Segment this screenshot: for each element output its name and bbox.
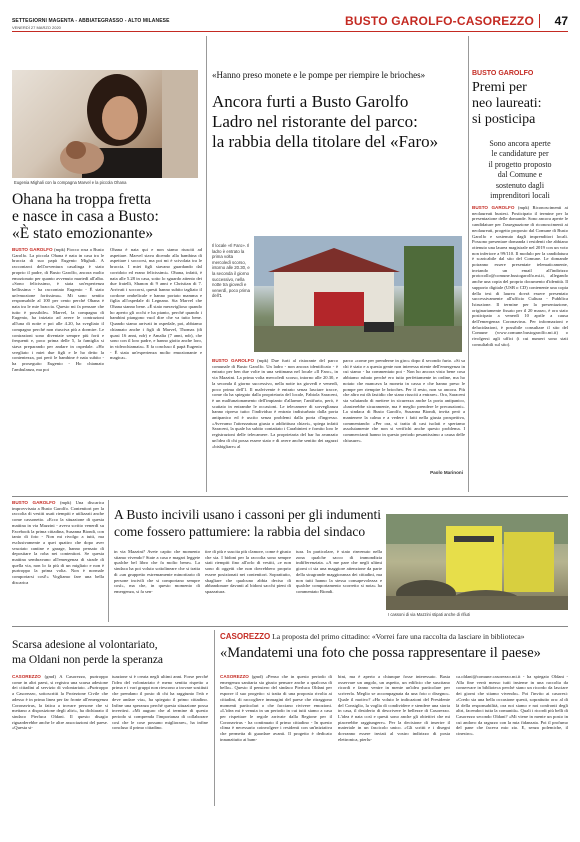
header-separator bbox=[539, 14, 540, 28]
premi-headline-line-3: si posticipa bbox=[472, 112, 536, 127]
cassoni-headline-line-1: A Busto incivili usano i cassoni per gli indumenti bbox=[114, 507, 381, 522]
premi-sub-line-1: Sono ancora aperte bbox=[489, 139, 551, 148]
ohana-text-column-1: BUSTO GAROLFO (mpk) Fiocco rosa a Busto Garolfo. La piccola Ohana è nata in casa tra le braccia di suo papà Eugenio Mighali. A raccontarci dell'avventura casalinga è stato proprio il padre, di Busto Garolfo, ancora molto emozionato per quanto avvenuto martedì all'alba. «Sono felicissimo, è stata un'esperienza bellissima - ha raccontato Eugenio - È stato un'emozione fortissima». Mi sono sentito responsabile al 100 per cento perché Ohana è nata tra le mie braccia. Questo mi fa pensare che tutto è possibile». Marvel, la compagna di Eugenio, ha iniziato ad avere le contrazioni all'una di notte e poi alle 4.20, ha svegliato il compagno perché non riusciva più a dormire. Le contrazioni sono diventate sempre più forti e frequenti e, poco prima delle 5, la famiglia si stava preparando per andare in ospedale. «Ho svegliato i miei due figli e le ho detto la contentezza, poi però le bambine è nata subito - ha proseguito Eugenio - Ho chiamato l'ambulanza, ma poi bbox=[12, 247, 104, 372]
premi-kicker: BUSTO GAROLFO bbox=[472, 70, 534, 77]
faro-text-column-2: parco «come per prenderne in giro» dopo il secondo furto. «Si sa chi è stato e a questa gente non interessa niente dell'emergenza in cui siamo - ha commentato poi - Non ho ancora visto bene cosa abbiamo rubato perché ero tutto perfettamente in ordine, ma ho notato che mancava la moneta in cassa e che hanno preso le pompe per riempire le brioches. Per il resto, non so ancora. Più che altro mi dà fastidio che siano riusciti a entrare». Ora, Saraceni sta valutando di mettere in sicurezza anche la porta antipanico, «basterebbe sicuramente, ma è meglio prendere le precauzioni». La sindaca di Busto Garolfo, Susanna Biondi, invita però a mantenere la calma e a vedere i fatti nella giusta prospettiva, commentando: «Per ora, si tratta di casi isolati e speriamo assolutamente che non si verifichi anche questo problema. I commercianti hanno in questo periodo pesantissimo a causa delle chiusure». bbox=[343, 358, 465, 443]
ohana-headline-line-1: Ohana ha troppa fretta bbox=[12, 191, 152, 208]
faro-photo-illustration bbox=[254, 236, 462, 352]
casorezzo-quote-line bbox=[220, 632, 568, 642]
scarsa-headline-line-2: ma Oldani non perde la speranza bbox=[12, 654, 164, 666]
premi-sub-line-4: dal Comune e bbox=[497, 170, 543, 180]
page-number: 47 bbox=[554, 14, 568, 28]
cassoni-left-body: (mpk) Una discarica improvvisata a Busto Garolfo. Contenitori per la raccolta di vestiti usati riempiti e utilizzati anche come cassonetto. «Ecco la situazione di questa mattina in via Mazzini - aveva scritto venerdì su Facebook la prima cittadina, Susanna Biondi, con tanto di foto - Non mi rivolgo a tutti, ma esclusivamente a quei quattro che dopo aver svuotato cantine e garage, hanno pensato di depositare la roba nei contenitori. Se questa mattina sembravano all'emergenza di strade di quella via, non lo fa più di un migliaio e non è purtroppo la prima volta. Non è normale comportarsi così!» Vogliamo fare una bella discarica bbox=[12, 500, 104, 585]
casorezzo-text-column-3: ca.oldani@comune.casorezzo.mi.it - ha spiegato Oldani - Alla fine verrà messo tutti insieme in una raccolta da conservare in biblioteca perché siano un ricordo da lasciare dei giorni che stiamo vivendo». Poi l'invito ai casoresi: «Credo sia una bella occasione questi, soprattutto ora: al di là della responsabilità, ora noi siamo e noi confronti degli altri, facendoci tutta la comunità». Quali i ricordi più belli di Casorezzo secondo Oldani? «Mi viene in mente un posto in cui andavo da ragazzo con la mia fidanzata. Poi il profumo del pane che faceva mio zio. E, senza polemiche, il cinestro». bbox=[456, 674, 568, 737]
section-divider-1 bbox=[12, 496, 568, 497]
faro-photo-caption: Il locale «Il Faro». Il ladro è entrato la prima volta mercoledì scorso, intorno alle 20.30, e la seconda il giorno successivo, nella notte tra giovedì e venerdì, poco prima dell'1 bbox=[212, 243, 250, 299]
cassoni-divider bbox=[108, 500, 109, 622]
ohana-text-column-2: Ohana è nata qui e non siamo riusciti ad aspettare. Marvel stava dicendo alla bambina di aspettare i soccorsi, ma poi mi è scivolata tra le braccia. I miei figli stavano guardando dal corridoio ed erano felicissimi». Ohana, infatti, è nata alle 5.28 in casa, sotto lo sguardo attento dei due fratelli, Shanon di 9 anni e Christian di 7. Arrivati i soccorsi, questi hanno subito tagliato il cordone ombelicale e hanno portato mamma e figlia all'ospedale di Legnano. Sia Marvel che Ohana stanno bene. «È stato meraviglioso quando ho aperto gli occhi e ha pianto, perché quando i bambini piangono vuol dire che va tutto bene. Quando siamo arrivati in ospedale, poi, abbiamo chiamato anche i figli di Marvel, Thomas (di quasi 16 anni, ndr) e Amalia (7 anni, ndr), che sono con il loro padre, e hanno gioito anche loro, in videochiamata». E fa concluso il papà Eugenio - È stata un'esperienza molto emozionante e magica». bbox=[110, 247, 202, 361]
header-rule bbox=[12, 31, 568, 32]
casorezzo-kicker: CASOREZZO bbox=[220, 632, 271, 641]
premi-headline bbox=[472, 80, 568, 128]
cassoni-photo bbox=[386, 514, 568, 610]
section-title: BUSTO GAROLFO-CASOREZZO bbox=[344, 14, 534, 28]
cassoni-headline-line-2: come fossero pattumiere: la rabbia del sindaco bbox=[114, 524, 366, 539]
ohana-photo bbox=[12, 70, 198, 178]
faro-headline-line-2: Ladro nel ristorante del parco: bbox=[212, 112, 418, 131]
faro-headline-line-3: la rabbia della titolare del «Faro» bbox=[212, 132, 439, 151]
ohana-photo-illustration bbox=[12, 70, 198, 178]
premi-sub-line-3: il progetto proposto bbox=[488, 159, 552, 169]
scarsa-text-column-1: CASOREZZO (gmd) A Casorezzo, purtroppo come in altri paesi, si registra una scarsa adesione dei cittadini al servizio di volontariato. «Purtroppo a Casorezzo, sottoscritti la Protezione Civile che adesso è in prima linea per far fronte all'emergenza Coronavirus, la fatica a trovare persone che si mettano a disposizione degli altri», ha dichiarato il sindaco Pierluca Oldani. Il questo disagio riguarderebbe anche le altre associazioni del paese. «Questa si- bbox=[12, 674, 108, 731]
faro-col1-body: (mpk) Due furti al ristorante del parco comunale di Busto Garolfo. Un ladro - non ancora identificato - è entrato per ben due volte in una settimana nel locale «Il Faro», in via Mazzini. La prima volta mercoledì scorso, intorno alle 20.30, e la seconda il giorno successivo, nella notte tra giovedì e venerdì, poco prima dell'1. Il malvivente è entrato senza lasciare tracce, come da ha spiegato dalla proprietaria del locale, Fabiola Saraceni, è un malfunzionamento dell'impianto d'allarme; l'antifurto, però, è scattato in entrambe le occasioni. Le telecamere di sorveglianza hanno ripreso tutto: l'individuo è entrato indisturbato dalla porta antipanico ed è uscito senza problemi dalla porta d'ingresso. «Avevamo l'attrezzatura giusta o addirittura chiavi», spiega infatti Saraceni, la quale ha subito contattato i Carabinieri e fornito loro le registrazioni delle telecamere. La proprietaria del bar ha avanzato un'idea di chi possa essere stato e di avere anche sentito dei ragazzi «bisbigliare» al bbox=[212, 358, 338, 449]
scarsa-col1-body: (gmd) A Casorezzo, purtroppo come in altri paesi, si registra una scarsa adesione dei cittadini al servizio di volontariato. «Purtroppo a Casorezzo, sottoscritti la Protezione Civile che adesso è in prima linea per far fronte all'emergenza Coronavirus, la fatica a trovare persone che si mettano a disposizione degli altri», ha dichiarato il sindaco Pierluca Oldani. Il questo disagio riguarderebbe anche le altre associazioni del paese. «Questa si- bbox=[12, 674, 108, 731]
premi-sub-line-6: imprenditori locali bbox=[490, 191, 550, 201]
ohana-headline-line-2: e nasce in casa a Busto: bbox=[12, 208, 159, 225]
premi-headline-line-1: Premi per bbox=[472, 80, 527, 95]
column-divider-bottom bbox=[214, 630, 215, 806]
premi-text-column: BUSTO GAROLFO (mpk) Riconoscimenti ai neolaureati bustesi. Posticipato il termine per la presentazione delle domande. Sono ancora aperte le candidature per l'assegnazione di riconoscimenti ai neolaureati, progetto proposto dal Comune di Busto Garolfo e sostenuto dagli imprenditori locali. Possono presentare domanda i residenti che abbiano ottenuto una laurea magistrale nel 2019 con un voto non inferiore a 99/110. Il modulo per la candidatura è scaricabile dal sito del Comune. Le domande potranno essere presentate telematicamente, inviando un email all'indirizzo protocollo@comune.bustogarolfo.mi.it, allegando anche una copia del proprio documento d'identità. Il supporto digitale (USB o CD) contenente una copia della tesi di laurea dovrà essere presentato successivamente all'ufficio Cultura - Pubblica Istruzione. Il termine per la presentazione, originariamente fissato per il 20 marzo, è ora stato posticipato a venerdì 10 aprile a causa dell'emergenza Coronavirus. Per informazioni e delucidazioni, è possibile consultare il sito del Comune (www.comune.bustogarolfo.mi.it) o rivolgersi agli uffici (i cui numeri sono stati consultabili sul sito). bbox=[472, 205, 568, 347]
scarsa-headline-line-1: Scarsa adesione al volontariato, bbox=[12, 639, 158, 651]
ohana-headline bbox=[12, 191, 202, 242]
casorezzo-col1-body: (gmd) «Penso che in questo periodo di emergenza sanitaria sia giusto pensare anche a qualcosa di bello». Questo il pensiero del sindaco Pierluca Oldani per esporre il suo progetto: si tratta di una proposta rivolta ai cittadini, di raccogliere immagini del paese che ritraggono momenti particolari o che facciano rivivere emozioni. «L'idea mi è venuta in un periodo in cui tutti siamo a casa per rispettare le regole arrivate dalla Regione per il Coronavirus - ha continuato il primo cittadino - In questo clima è necessario coinvolgere i residenti con un'iniziativa che permetta di guardare avanti. Il progetto è dedicato innanzitutto ai bam- bbox=[220, 674, 332, 742]
cassoni-text-left: BUSTO GAROLFO (mpk) Una discarica improvvisata a Busto Garolfo. Contenitori per la raccolta di vestiti usati riempiti e utilizzati anche come cassonetto. «Ecco la situazione di questa mattina in via Mazzini - aveva scritto venerdì su Facebook la prima cittadina, Susanna Biondi, con tanto di foto - Non mi rivolgo a tutti, ma esclusivamente a quei quattro che dopo aver svuotato cantine e garage, hanno pensato di depositare la roba nei contenitori. Se questa mattina sembravano all'emergenza di strade di quella via, non lo fa più di un migliaio e non è purtroppo la prima volta. Non è normale comportarsi così!» Vogliamo fare una bella discarica bbox=[12, 500, 104, 585]
casorezzo-quote: La proposta del primo cittadino: «Vorrei fare una raccolta da lasciare in biblioteca» bbox=[272, 632, 525, 641]
cassoni-photo-caption: I cassoni di via Mazzini stipati anche di rifiuti bbox=[388, 612, 470, 617]
premi-subheading bbox=[472, 139, 568, 201]
cassoni-text-column-2: tire di più e suscita più clamore, come è giusto che sia. I bidoni per la raccolta sono sempre stati riempiti fino all'orlo di vestiti, «e non sono di oggetti che non dovrebbero proprio essere posizionati nei contenitori. Soprattutto, sbagliare che qualcuno abbia deciso di abbandonare davanti al bidoni sacchi pieni di spazzatura. bbox=[205, 549, 291, 594]
faro-headline bbox=[212, 92, 464, 152]
newspaper-name: SETTEGIORNI MAGENTA - ABBIATEGRASSO - ALTO MILANESE bbox=[12, 18, 170, 24]
faro-headline-line-1: Ancora furti a Busto Garolfo bbox=[212, 92, 409, 111]
ohana-photo-caption: Eugenia Mighali con la compagna Marvel e la piccola Ohana bbox=[14, 180, 127, 185]
issue-date: VENERDÌ 27 MARZO 2020 bbox=[12, 25, 61, 30]
cassoni-text-column-1: in via Mazzini? Avete capito che momento stiamo vivendo? State a casa e magari leggete qualche bel libro che fa molto bene». La sindaca ha poi voluto sottolineare che si tratta di «un gruppetto estremamente minoritario di persone incivili che si comportano sempre così», ma che, in questo momento di emergenza, si fa sen- bbox=[114, 549, 200, 594]
ohana-col1-body: (mpk) Fiocco rosa a Busto Garolfo. La piccola Ohana è nata in casa tra le braccia di suo papà Eugenio Mighali. A raccontarci dell'avventura casalinga è stato proprio il padre, di Busto Garolfo, ancora molto emozionato per quanto avvenuto martedì all'alba. «Sono felicissimo, è stata un'esperienza bellissima - ha raccontato Eugenio - È stato un'emozione fortissima». Mi sono sentito responsabile al 100 per cento perché Ohana è nata tra le mie braccia. Questo mi fa pensare che tutto è possibile». Marvel, la compagna di Eugenio, ha iniziato ad avere le contrazioni all'una di notte e poi alle 4.20, ha svegliato il compagno perché non riusciva più a dormire. Le contrazioni sono diventate sempre più forti e frequenti e, poco prima delle 5, la famiglia si stava preparando per andare in ospedale. «Ho svegliato i miei due figli e le ho detto la contentezza, poi però le bambine è nata subito - ha proseguito Eugenio - Ho chiamato l'ambulanza, ma poi bbox=[12, 247, 104, 372]
premi-headline-line-2: neo laureati: bbox=[472, 96, 542, 111]
premi-sub-line-5: sostenuto dagli bbox=[495, 180, 545, 190]
cassoni-text-column-3: tura. In particolare, è stato rinvenuto nella zona qualche sacco di immondizia indifferenziata. «A me pare che negli ultimi giorni ci sia una maggiore attenzione da parte della stragrande maggioranza dei cittadini, ma non tutti hanno la stessa consapevolezza e qualche comportamento scorretto si nota» ha commentato Biondi. bbox=[296, 549, 382, 594]
faro-quote: «Hanno preso monete e le pompe per riempire le brioches» bbox=[212, 70, 426, 80]
column-divider-right bbox=[468, 36, 469, 492]
ohana-headline-line-3: «È stato emozionante» bbox=[12, 225, 154, 242]
premi-body: (mpk) Riconoscimenti ai neolaureati bustesi. Posticipato il termine per la presentazione delle domande. Sono ancora aperte le candidature per l'assegnazione di riconoscimenti ai neolaureati, progetto proposto dal Comune di Busto Garolfo e sostenuto dagli imprenditori locali. Possono presentare domanda i residenti che abbiano ottenuto una laurea magistrale nel 2019 con un voto non inferiore a 99/110. Il modulo per la candidatura è scaricabile dal sito del Comune. Le domande potranno essere presentate telematicamente, inviando un email all'indirizzo protocollo@comune.bustogarolfo.mi.it, allegando anche una copia del proprio documento d'identità. Il supporto digitale (USB o CD) contenente una copia della tesi di laurea dovrà essere presentato successivamente all'ufficio Cultura - Pubblica Istruzione. Il termine per la presentazione, originariamente fissato per il 20 marzo, è ora stato posticipato a venerdì 10 aprile a causa dell'emergenza Coronavirus. Per informazioni e delucidazioni, è possibile consultare il sito del Comune (www.comune.bustogarolfo.mi.it) o rivolgersi agli uffici (i cui numeri sono stati consultabili sul sito). bbox=[472, 205, 568, 347]
premi-sub-line-2: le candidature per bbox=[491, 149, 549, 159]
section-divider-2 bbox=[12, 626, 568, 627]
faro-photo bbox=[254, 236, 462, 352]
cassoni-photo-illustration bbox=[386, 514, 568, 610]
casorezzo-headline: «Mandatemi una foto che possa rappresentare il paese» bbox=[220, 645, 541, 661]
casorezzo-text-column-1: CASOREZZO (gmd) «Penso che in questo periodo di emergenza sanitaria sia giusto pensare anche a qualcosa di bello». Questo il pensiero del sindaco Pierluca Oldani per esporre il suo progetto: si tratta di una proposta rivolta ai cittadini, di raccogliere immagini del paese che ritraggono momenti particolari o che facciano rivivere emozioni. «L'idea mi è venuta in un periodo in cui tutti siamo a casa per rispettare le regole arrivate dalla Regione per il Coronavirus - ha continuato il primo cittadino - In questo clima è necessario coinvolgere i residenti con un'iniziativa che permetta di guardare avanti. Il progetto è dedicato innanzitutto ai bam- bbox=[220, 674, 332, 742]
casorezzo-text-column-2: bini, ma è aperto a chiunque fosse interessato. Basta osservare un angolo, un aspetto, un edificio che suscitano ricordi e fanno venire in mente un'idea particolare per scriverla. Meglio se accompagnata da una foto o disegno». Quale il motivo? «Ho voluto le indicazioni del Presidente del Consiglio, la voglia di condividere e stendere una storia in casa, il desiderio di descrivere le bellezze di Casorezzo. L'idea è nata così e questi sono anche gli obiettivi che mi piacerebbe raggiungere». Per la decisione di inserire il materiale in un fascicolo unico. «Gli scritti e i disegni dovranno essere inviati al vostro indirizzo di posta elettronica, pierlu- bbox=[338, 674, 450, 742]
faro-byline: Paolo Marinoni bbox=[430, 470, 463, 475]
column-divider-left bbox=[206, 36, 207, 492]
scarsa-text-column-2: tuazione si è creata negli ultimi anni. Forse perché l'idea del volontariato è meno sentita rispetto a prima e i vari gruppi non riescono a trovare sostituti che prendano il posto di chi ha raggiunto l'età e deve andare via», ha spiegato il primo cittadino. Infine una speranza perché questa situazione possa invertirsi. «Mi auguro che al termine di questo periodo si comprenda l'importanza di collaborare così che le cose possano migliorare», ha infine concluso il primo cittadino. bbox=[112, 674, 208, 731]
scarsa-headline bbox=[12, 638, 208, 668]
faro-text-column-1: BUSTO GAROLFO (mpk) Due furti al ristorante del parco comunale di Busto Garolfo. Un ladro - non ancora identificato - è entrato per ben due volte in una settimana nel locale «Il Faro», in via Mazzini. La prima volta mercoledì scorso, intorno alle 20.30, e la seconda il giorno successivo, nella notte tra giovedì e venerdì, poco prima dell'1. Il malvivente è entrato senza lasciare tracce, come da ha spiegato dalla proprietaria del locale, Fabiola Saraceni, è un malfunzionamento dell'impianto d'allarme; l'antifurto, però, è scattato in entrambe le occasioni. Le telecamere di sorveglianza hanno ripreso tutto: l'individuo è entrato indisturbato dalla porta antipanico ed è uscito senza problemi dalla porta d'ingresso. «Avevamo l'attrezzatura giusta o addirittura chiavi», spiega infatti Saraceni, la quale ha subito contattato i Carabinieri e fornito loro le registrazioni delle telecamere. La proprietaria del bar ha avanzato un'idea di chi possa essere stato e di avere anche sentito dei ragazzi «bisbigliare» al bbox=[212, 358, 338, 449]
